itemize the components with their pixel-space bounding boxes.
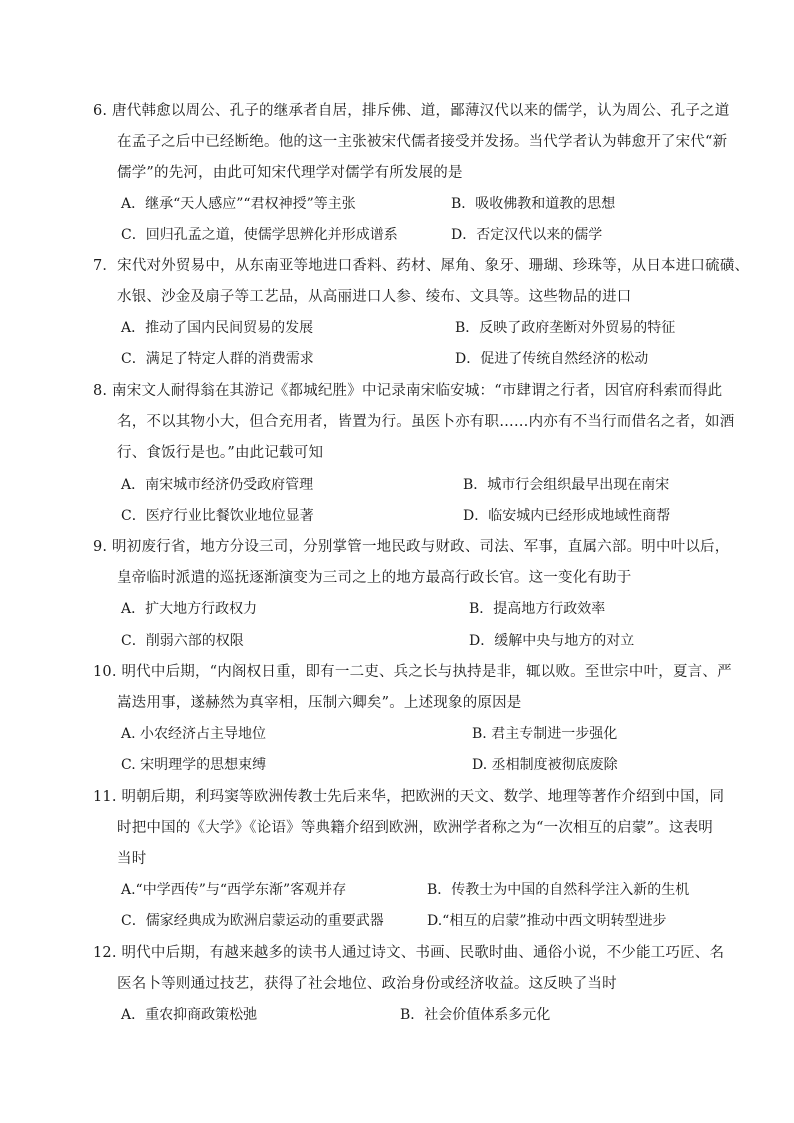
option-c[interactable]: C．回归孔孟之道，使儒学思辨化并形成谱系 [121,227,398,243]
question-stem-line: 9. 明初废行省，地方分设三司，分别掌管一地民政与财政、司法、军事，直属六部。明中叶以后， [93,539,730,555]
question-stem-line: 行、食饭行是也。”由此记载可知 [117,445,324,461]
question-stem-line: 儒学”的先河，由此可知宋代理学对儒学有所发展的是 [117,165,463,181]
option-b[interactable]: B．社会价值体系多元化 [400,1007,551,1023]
option-d[interactable]: D．否定汉代以来的儒学 [451,227,603,243]
option-b[interactable]: B．反映了政府垄断对外贸易的特征 [455,320,676,336]
question-stem-line: 嵩迭用事，遂赫然为真宰相，压制六卿矣”。上述现象的原因是 [117,695,522,711]
option-a[interactable]: A．重农抑商政策松弛 [121,1007,258,1023]
option-a[interactable]: A．扩大地方行政权力 [121,601,258,617]
question-stem-line: 8. 南宋文人耐得翁在其游记《都城纪胜》中记录南宋临安城：“市肆谓之行者，因官府科索而得此 [93,383,723,399]
option-d[interactable]: D．临安城内已经形成地域性商帮 [463,508,671,524]
question-stem-line: 水银、沙金及扇子等工艺品，从高丽进口人参、绫布、文具等。这些物品的进口 [117,289,632,305]
option-b[interactable]: B．提高地方行政效率 [469,601,606,617]
question-stem-line: 名，不以其物小大，但合充用者，皆置为行。虽医卜亦有职……内亦有不当行而借名之者，如酒 [117,414,735,430]
question-stem-line: 时把中国的《大学》《论语》等典籍介绍到欧洲，欧洲学者称之为“一次相互的启蒙”。这表明 [117,820,713,836]
option-d[interactable]: D．缓解中央与地方的对立 [469,633,635,649]
question-stem-line: 皇帝临时派遣的巡抚逐渐演变为三司之上的地方最高行政长官。这一变化有助于 [117,570,632,586]
option-b[interactable]: B．城市行会组织最早出现在南宋 [463,477,670,493]
option-d[interactable]: D．促进了传统自然经济的松动 [455,351,649,367]
option-c[interactable]: C．儒家经典成为欧洲启蒙运动的重要武器 [121,913,384,929]
option-c[interactable]: C. 宋明理学的思想束缚 [121,757,267,773]
question-stem-line: 当时 [117,851,147,867]
option-b[interactable]: B．吸收佛教和道教的思想 [451,196,616,212]
option-c[interactable]: C．满足了特定人群的消费需求 [121,351,314,367]
option-a[interactable]: A．继承“天人感应”“君权神授”等主张 [121,196,356,212]
option-d[interactable]: D. 丞相制度被彻底废除 [472,757,618,773]
option-a[interactable]: A.“中学西传”与“西学东渐”客观并存 [121,882,347,898]
option-c[interactable]: C．医疗行业比餐饮业地位显著 [121,508,314,524]
option-d[interactable]: D.“相互的启蒙”推动中西文明转型进步 [427,913,667,929]
question-stem-line: 12. 明代中后期，有越来越多的读书人通过诗文、书画、民歌时曲、通俗小说，不少能工巧匠、名 [93,945,725,961]
question-stem-line: 医名卜等则通过技艺，获得了社会地位、政治身份或经济收益。这反映了当时 [117,976,617,992]
option-c[interactable]: C．削弱六部的权限 [121,633,244,649]
option-b[interactable]: B. 君主专制进一步强化 [472,726,618,742]
question-stem-line: 7．宋代对外贸易中，从东南亚等地进口香料、药材、犀角、象牙、珊瑚、珍珠等，从日本进口硫磺、 [93,258,750,274]
option-b[interactable]: B．传教士为中国的自然科学注入新的生机 [427,882,690,898]
option-a[interactable]: A．推动了国内民间贸易的发展 [121,320,314,336]
question-stem-line: 在孟子之后中已经断绝。他的这一主张被宋代儒者接受并发扬。当代学者认为韩愈开了宋代“新 [117,134,728,150]
option-a[interactable]: A．南宋城市经济仍受政府管理 [121,477,314,493]
question-stem-line: 10. 明代中后期，“内阁权日重，即有一二吏、兵之长与执持是非，辄以败。至世宗中叶，夏言、严 [93,664,732,680]
question-stem-line: 6. 唐代韩愈以周公、孔子的继承者自居，排斥佛、道，鄙薄汉代以来的儒学，认为周公、孔子之道 [93,103,730,119]
option-a[interactable]: A. 小农经济占主导地位 [121,726,267,742]
question-stem-line: 11. 明朝后期，利玛窦等欧洲传教士先后来华，把欧洲的天文、数学、地理等著作介绍到中国，同 [93,789,725,805]
